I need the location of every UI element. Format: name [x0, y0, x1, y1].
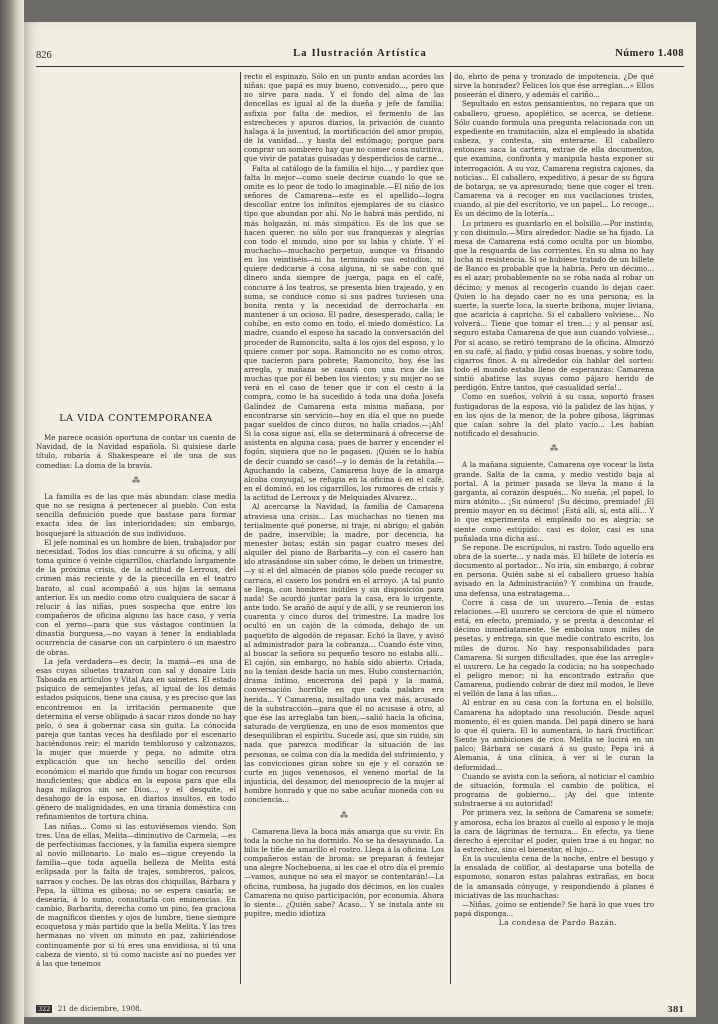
column-divider [240, 72, 241, 984]
separator-stars: ⁂ [550, 444, 558, 454]
footer-badge: 322 [38, 1005, 51, 1013]
footer-folio: 381 [667, 1004, 684, 1014]
page-header [36, 48, 684, 64]
paragraph: —Niñas, ¿oímo se entiende? Se hará lo que vues tro papá disponga... [454, 899, 654, 919]
paragraph: Al entrar en su casa con la fortuna en el bolsillo, Camarena ha adoptado una resolución. Desde aquel momento, él es quien manda. Del papá dinero se hará lo que él quiera. El lo aumentará, lo hará fructificar. Siente ya ambiciones de rico. Melita se lucirá en un palco; Bárbara se casará á su gusto; Pepa irá á Alemania, á una clínica, á ver si le curan la deformidad... [454, 698, 654, 772]
article-column-2 [244, 72, 444, 984]
header-page-number: 826 [36, 50, 52, 61]
separator-stars: ⁂ [340, 810, 348, 820]
separator-stars: ⁂ [132, 475, 140, 485]
page-footer [36, 1004, 684, 1016]
article-column-3 [454, 72, 654, 984]
paragraph: Lo primero es guardarlo en el bolsillo.—Por instinto, y con disimulo.—Mira alrededor. Nadie se ha fijado. La mesa de Camarena está como oculta por un biombo, que la resguarda de las corrientes. En su alma no hay lucha ni resistencia. Si se hubiese tratado de un billete de Banco es probable que la habría. Pero un décimo... es el azar; probablemente no se roba nada al robar un décimo; y menos al recogerlo cuando lo dejan caer. Quien lo ha dejado caer no es una persona; es la suerte, la suerte loca, la suerte bribona, mujer liviana, que acaricia á capricho. Si el caballero volviese... No volverá... Tiene que tomar el tren...; y al pensar así, seguro estaba Camarena de que aun cuando volviese... Por si acaso, se retiró temprano de la oficina. Almorzó en su café, al fiado, y pidió cosas buenas, y sobre todo, cigarros finos. A su alrededor oía hablar del sorteo: todo el mundo estaba lleno de esperanzas: Camarena sintió abatirse las suyas como pájaro herido de perdigón. Entre tantos, qué casualidad sería!.. [454, 218, 654, 393]
paragraph: Como en sueños, volvió á su casa, soportó frases fustigadoras de la esposa, vió la palidez de las hijas, y en los ojos de la menor, de la pobre gibosa, lágrimas que caían sobre la del plato vacío... Les habían notificado el desahucio. [454, 392, 654, 439]
paragraph: A la mañana siguiente, Camarena oye vocear la lista grande. Salta de la cama, y medio vestido baja al portal. A la primer pasada se lleva la mano á la garganta, al corazón después... No sueña, ¡el papel, lo mira atónito... ¡Su número! ¡Su décimo, premiado! ¡El premio mayor en su décimo! ¡Está allí, sí, está allí... Y lo que experimenta el empleado no es alegría; se siente como estúpido: casi es dolor, casi es una puñalada una dicha así... [454, 460, 654, 543]
book-gutter [0, 0, 24, 1024]
paragraph: do, ebrio de pena y tronzado de impotencia. ¿De qué sirve la honradez? Felices los que ése arreglan...» Ellos poseerán el dinero, y además el cariño... [454, 72, 654, 100]
paragraph: En la suculenta cena de la noche, entre el besugo y la ensalada de coliflor, al destaparse una botella de espumoso, sonaron estas palabras extrañas, en boca de la amansada cónyuge, y respondiendo á planes é iniciativas de las muchachas: [454, 854, 654, 900]
blank-column-space [36, 72, 236, 402]
author-signature: La condesa de Pardo Bazán. [498, 918, 618, 928]
header-rule [36, 66, 684, 67]
article-column-1 [36, 414, 236, 982]
paragraph: Corre á casa de un usurero.—Tenía de estas relaciones.—El usurero se cerciora de que el número está, en efecto, premiado, y se presta á descontar el décimo inmediatamente. Se embolsa unos miles de pesetas, y entrega, sin que medie contrato escrito, los miles de duros. No hay responsabilidades para Camarena. Si surgen dificultades, que ése las arregle» el usurero. Le ha cegado la codicia; no ha sospechado el peligro menor; ni ha encontrado extraño que Camarena, pudiendo cobrar de diez mil modos, le lleve el vellón de lana á las uñas... [454, 597, 654, 699]
paragraph: Al acercarse la Navidad, la familia de Camarena atraviesa una crisis... Las muchachas no tienen ma teriialmente qué ponerse, ni traje, ni abrigo; el gabán de padre, inservible; la madre, por decencia, ha menester botas; están sin pagar cuatro meses del alquiler del piano de Barbarita—y con el casero han ido atrasándose sin saber cómo, le deben un trimestre, —y si el del almacén de pianos sólo puede recoger su carraca, el casero los pondrá en el arroyo. ¡A tal punto se llega, con hombres inútiles y sin disposición para nada! Se acordó juntar para la casa, era lo urgente, ante todo. Se arañó de aquí y de allí, y se reunieron los cuarenta y cinco duros del trimestre. La madre los ocultó en un cajón de la cómoda, debajo de un paquetito de algodón de repasar. Echó la llave, y avisó al administrador para la cobranza... Cuando éste vino, al buscar la señora su pequeño tesoro no estaba allí... El cajón, sin embargo, no había sido abierto. Criada, no la tenían desde hacía un mes. Hubo consternación, drama íntimo, encerrona del papá y la mamá, conversación horrible en que cada palabra era herida... Y Camarena, insultado una vez más, acusado de la substracción—para que él no acusase á otro, al que ése las arreglaba tan bien,—salió hacia la oficina, saturado de vergüenza, en uno de esos momentos que desequilibran el espíritu. Sucede así, que sin ruido, sin nada que parezca modificar la situación de las personas, se colma con día la medida del sufrimiento, y las convicciones giran sobre su eje y el corazón se curte en jugos venenosos, el veneno mortal de la injusticia, del desamor, del menosprecio de la mujer al hombre honrado y que no sabe acuñar moneda con su conciencia... [244, 502, 444, 805]
paragraph: Camarena lleva la boca más amarga que su vivir. En toda la noche no ha dormido. No se ha desayunado. La bilis le tiñe de amarillo el rostro. Llega á la oficina. Los compañeros están de broma: se preparan á festejar una alegre Nochebuena, si les cae el otro día el premio—vamos, aunque no sea el mayor se contentarán!—La oficina, rumbosa, ha jugado dos décimos, en los cuales Camarena no quiso participación, por economía. Ahora lo siente... ¿Quién sabe? Acaso... Y se instala ante su pupitre, medio idiotiza [244, 826, 444, 919]
paragraph: Cuando se avista con la señora, al noticiar el cambio de situación, formula el cambio de política, el programa de gobierno... ¡Ay del que intente substraerse á su autoridad! [454, 771, 654, 809]
paragraph: Se repone. De escrúpulos, ni rastro. Todo aquello era obra de la suerte... y nada más. El billete de lotería es documento al portador... No iría, sin embargo, á cobrar en persona. Quién sabe si el caballero grueso había avisado en la Administración? Y combina un fraude, una defensa, una estratagema... [454, 542, 654, 598]
column-divider [450, 72, 451, 984]
header-title: La Ilustración Artística [293, 48, 427, 59]
paragraph: La familia es de las que más abundan: clase media que no se resigna á pertenecer al pueblo. Con esta sencilla definición puede que bastase para formar exacta idea de las interioridades; sin embargo, bosquejaré la situación de sus individuos. [36, 491, 236, 538]
magazine-page [24, 22, 696, 1017]
header-issue: Número 1.408 [615, 48, 684, 59]
footer-date: 21 de diciembre, 1908. [57, 1004, 143, 1013]
paragraph: La jefa verdadera—es decir, la mamá—es una de esas cuyas siluetas trazaron con sal y donaire Luis Taboada en artículos y Vital Aza en sainetes. El estado psíquico de semejantes jefas, al igual de los demás estados psíquicos, tiene una causa, y es preciso que las encontremos en la irritación permanente que determina el verse obligado á sacar rizos donde no hay pelo, ó sea á gobernar casa sin guita. La cónocida pareja que tantas veces ha desfilado por el escenario haciéndonos reir; el marido tembloroso y calzonazos, la mujer que muerde y pega, no admite otra explicación que un hecho sencillo del orden económico: el marido que funda un hogar con recursos insuficientes; que abdica en la esposa para que ella haga milagros sin ser Dios..., y el desquite, el desahogo de la esposa, en diarios insultos, en todo género de malignidades, en una tiranía doméstica con refinamientos de tortura china. [36, 656, 236, 822]
paragraph: recto el espinazo. Sólo en un punto andan acordes las niñas: que papá es muy bueno, convenido..., pero que no sirve para nada. Y el fondo del alma de las doncellas es igual al de la dueña y jefe de familia: asfixia por falta de medios, el fermento de las estrecheces y apuros diarios, la privación de cuanto halaga á la juventud, la mortificación del amor propio, de la vanidad... y hasta del estómago; porque para comprar un sombrero hay que no comer cosa nutritiva, que vivir de patatas guisadas y desperdicios de carne... [244, 72, 444, 164]
paragraph: Sepultado en estos pensamientos, no repara que un caballero, grueso, apoplético, se acerca, se detiene. Sólo cuando formula una pregunta relacionada con un expediente en tramitación, alza el empleado la abatida cabeza, y contesta, sin enterarse. El caballero entonces saca la cartera, extrae de ella documentos, que examina, confronta y manipula hasta exponer su interrogación. A su voz, Camarena registra cajones, da noticias... El caballero, expeditivo, á pesar de su figura de botarga, se va apresurado; tiene que coger el tren. Camarena va á recoger en sus vacilaciones tristes, cuando, al pie del escritorio, ve un papel... Lo recoge... Es un décimo de la lotería... [454, 99, 654, 219]
paragraph: Por primera vez, la señora de Camarena se somete; y amorosa, echa los brazos al cuello al esposo y le moja la cara de lágrimas de ternura... En efecto, ya tiene derecho á ejercitar el poder, quien trae á su hogar, no la estrechez, sino el bienestar, el lujo... [454, 808, 654, 854]
paragraph: Falta al catálogo de la familia el hijo..., y pardiez que falta lo mejor—como suele decirse cuando lo que se omite es lo peor de todo lo imaginable.—El niño de los señores de Camarena—este es el apellido—logra descollar entre los infinitos ejemplares de su clásico tipo que abundan por ahí. No le habrá más perdido, ni más holgazán, ni más simpático. Es de los que se hacen querer, no sólo por sus franquezas y alegrías con todo el mundo, sino por su labia y chiste. Y el muchacho—muchacho perpetuo, aunque va frisando en los veintiséis—ni ha terminado sus estudios, ni quiere dedicarse á cosa alguna, ni se sabe con qué dinero anda siempre de juerga, paga en el café, concurre á los teatros, se presenta bien trajeado, y en suma, se conduce como si sus padres tuviesen una bonita renta y la necesidad de derrocharla en mantener á un ocioso. El padre, desesperado, calla; le cohíbe, en esto como en todo, el miedo doméstico. La madre, cuando el esposo ha sacado la conversación del proceder de Ramoncito, salta á los ojos del esposo, y lo quiere comer por sopa. Ramoncito no es como otros, que nacieron para pobrete; Ramoncito, hoy, ése las arregla, y mañana se casará con una rica de las muchas que por él beben los vientos; y su mujer no se verá en el caso de tener que ir con el cesto á la compra, como le ha sucedido á toda una doña Josefa Galíndez de Camarena esta misma mañana, por encontrarse sin servicio—hoy en día el que no puede pagar sueldos de cinco duros, no halla criados.—¡Ah! Si la cosa sigue así, ella se determinará á ofrecerse de asistenta en alguna casa; pues de barrer y encender el fogón, siquiera que no le pagasen. ¡Quién se lo había de decir cuando se casó!—y lo demás de la retahíla.—Aguchando la cabeza, Camarena huye de la amarga alcoba conyugal, se refugia en la oficina ó en el café, en el dominó, en los cigarrillos, los rumores de crisis y la actitud de Lerroux y de Melquiades Alvarez... [244, 163, 444, 503]
paragraph: Las niñas... Como si las estuviésemos viendo. Son tres. Una de ellas, Melita—diminutivo de Carmela, —es de perfectísimas facciones, y la familia espera siempre al novio millonario. Lo malo es—sigue creyendo la familia—que toda aquella belleza de Melita está eclipsada por la falta de trajes, sombreros, palcos, sarraos y coches. De las otras dos chiquillas, Bárbara y Pepa, la última es gibosa; no se espera casarla; se desearía, á lo sumo, consultarla con eminencias. En cambio, Barbarita, derecha como un pino, fea graciosa de magníficos dientes y ojos de lumbre, tiene siempre ecoquetosa y más partido que la bella Melita. Y las tres hermanas no viven un minuto en paz, zahiriéndose continuamente por si tú eres una envidiosa, si tú una cabeza de viento, si tú como naciste así no puedes ver á las que tenemos [36, 821, 236, 968]
paragraph: El jefe nominal es un hombre de bien, trabajador por necesidad. Todos los días concurre á su oficina, y allí toma quince ó veinte cigarrillos, charlando largamente de la próxima crisis, de la actitud de Lerroux, del crimen más reciente y de la piececilla en el teatro barato, al cual acompañó á sus hijas la semana anterior. Es un medio como otro cualquiera de sacar á relucir á las niñas, pues sospecha que entre los compañeros de oficina alguno las hace caso, y vería con el yerno—para que sus vástagos continúen la dinastía burguesa,—no vayan á tener la endiablada ocurrencia de casarse con un carpintero ó un maestro de obras. [36, 537, 236, 657]
article-title: LA VIDA CONTEMPORÁNEA [59, 414, 213, 424]
paragraph: Me parece ocasión oportuna de contar un cuento de Navidad, de la Navidad española. Si quisiese darle título, robaría á Shakespeare el de una de sus comedias: La doma de la bravía. [36, 433, 236, 470]
